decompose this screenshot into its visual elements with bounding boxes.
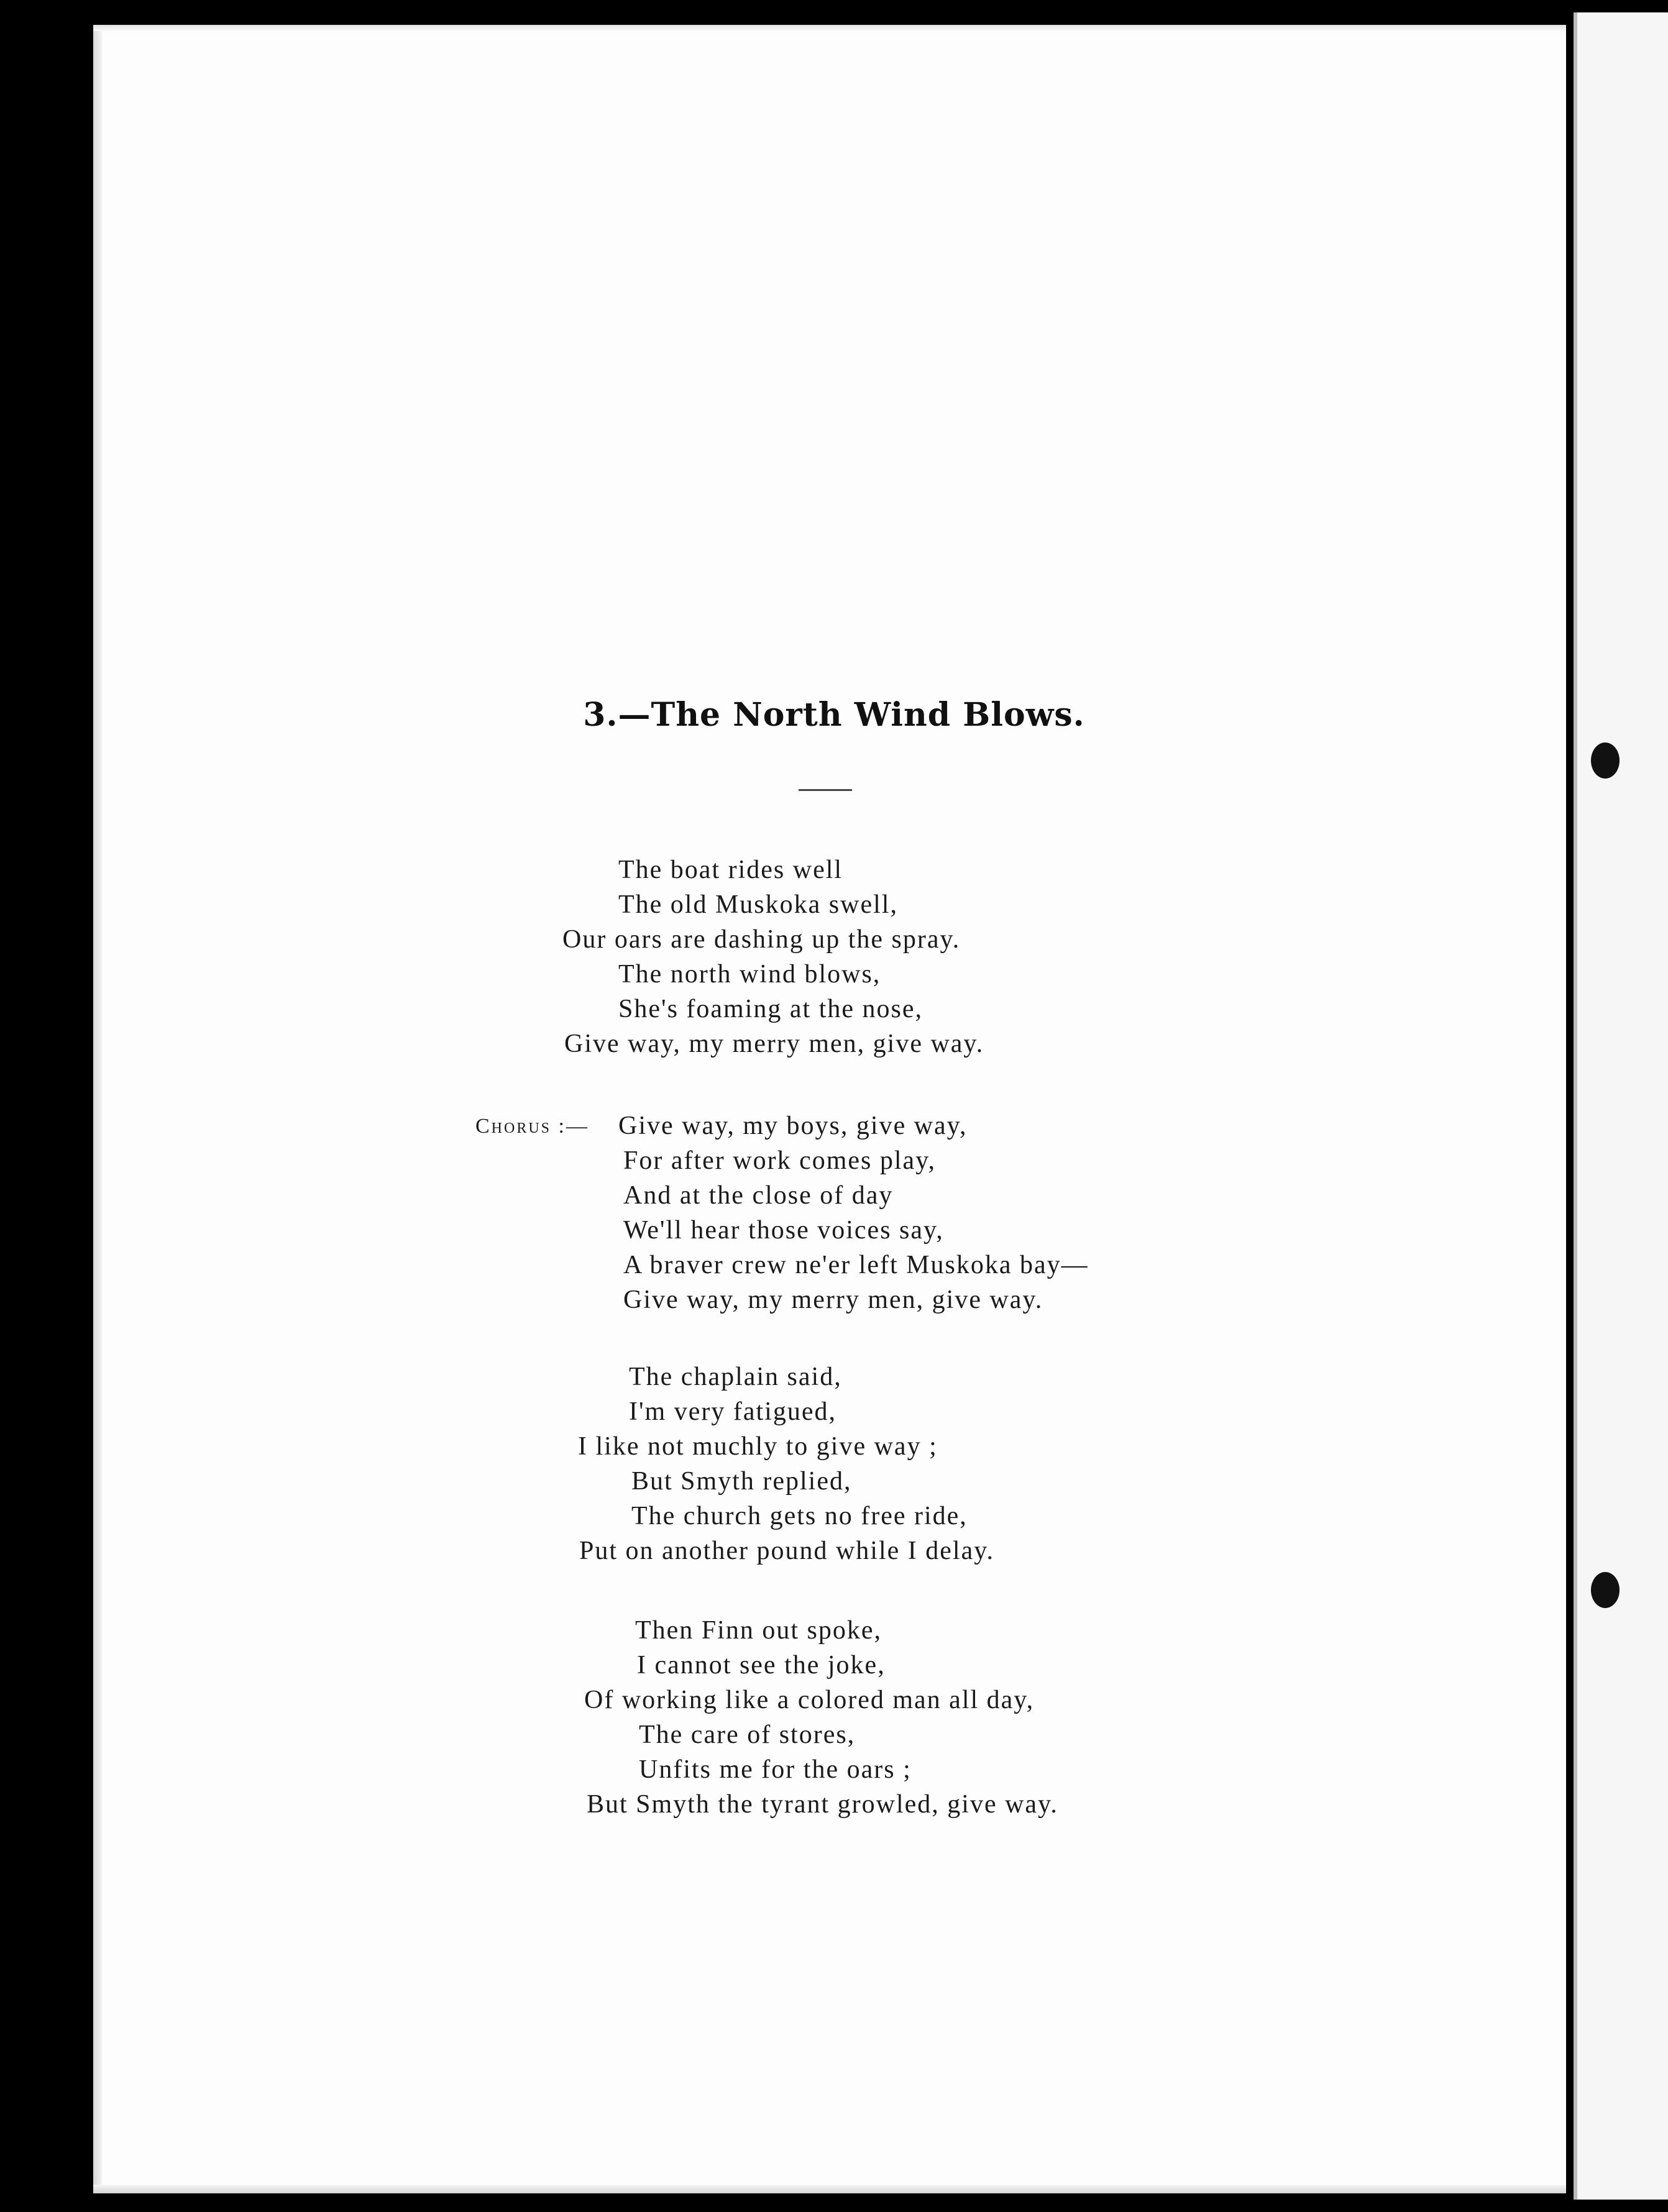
verse-line: Our oars are dashing up the spray. bbox=[562, 925, 961, 954]
chorus-line: And at the close of day bbox=[623, 1181, 894, 1210]
verse-line: She's foaming at the nose, bbox=[618, 995, 923, 1023]
verse-line: The old Muskoka swell, bbox=[618, 890, 898, 919]
verse-line: But Smyth replied, bbox=[631, 1467, 852, 1496]
verse-line: Put on another pound while I delay. bbox=[579, 1537, 994, 1565]
binding-hole-top bbox=[1591, 743, 1620, 779]
chorus-label: Chorus :— bbox=[475, 1115, 589, 1138]
verse-line: Of working like a colored man all day, bbox=[584, 1686, 1035, 1714]
verse-line: The church gets no free ride, bbox=[631, 1502, 968, 1530]
page-left-edge bbox=[93, 25, 102, 2193]
verse-line: I like not muchly to give way ; bbox=[578, 1432, 938, 1461]
chorus-line: For after work comes play, bbox=[623, 1146, 936, 1175]
verse-line: The boat rides well bbox=[618, 856, 843, 884]
verse-line: Give way, my merry men, give way. bbox=[564, 1030, 984, 1058]
verse-line: The care of stores, bbox=[639, 1721, 856, 1749]
song-title: 3.—The North Wind Blows. bbox=[583, 696, 1085, 734]
verse-line: I cannot see the joke, bbox=[637, 1651, 886, 1680]
page-bottom-edge bbox=[93, 2185, 1566, 2193]
verse-line: The chaplain said, bbox=[629, 1363, 842, 1391]
verse-line: Unfits me for the oars ; bbox=[639, 1755, 912, 1784]
facing-page-edge bbox=[1574, 12, 1668, 2200]
verse-line: I'm very fatigued, bbox=[629, 1397, 836, 1426]
title-divider bbox=[799, 789, 852, 791]
verse-line: The north wind blows, bbox=[618, 960, 881, 989]
book-page bbox=[93, 25, 1566, 2193]
chorus-line: Give way, my merry men, give way. bbox=[623, 1286, 1043, 1314]
chorus-line: A braver crew ne'er left Muskoka bay— bbox=[623, 1251, 1089, 1279]
page-top-edge bbox=[93, 25, 1566, 31]
verse-line: But Smyth the tyrant growled, give way. bbox=[587, 1790, 1058, 1819]
binding-hole-bottom bbox=[1591, 1572, 1620, 1608]
verse-line: Then Finn out spoke, bbox=[635, 1616, 882, 1645]
chorus-line: We'll hear those voices say, bbox=[623, 1216, 944, 1245]
chorus-line: Give way, my boys, give way, bbox=[618, 1112, 968, 1140]
